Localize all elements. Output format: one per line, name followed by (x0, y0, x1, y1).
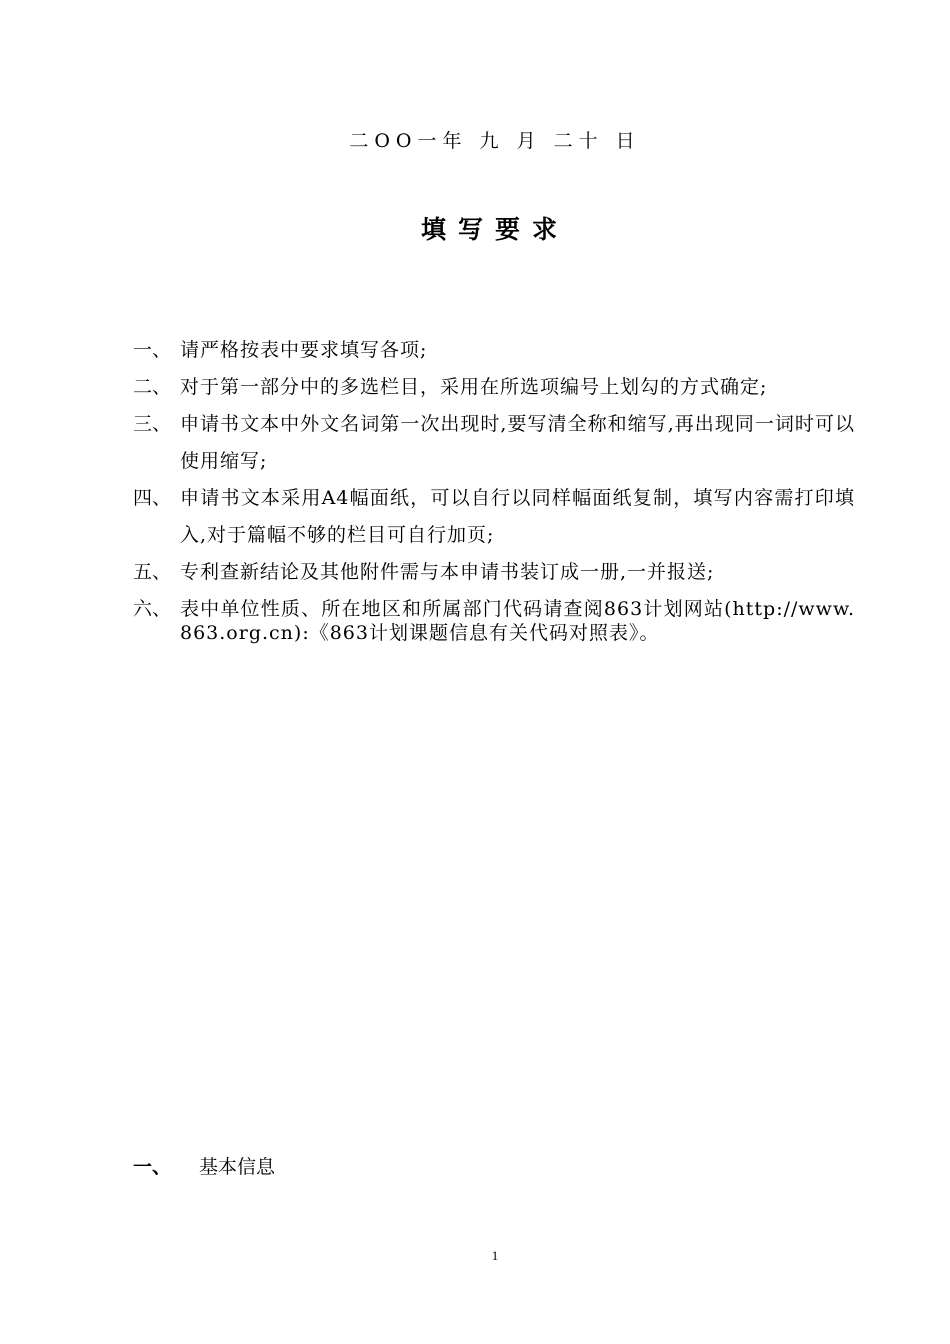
list-item-text: 对于第一部分中的多选栏目，采用在所选项编号上划勾的方式确定; (180, 376, 768, 398)
list-item-number: 二、 (133, 376, 172, 398)
list-item-text: 申请书文本采用A4幅面纸，可以自行以同样幅面纸复制，填写内容需打印填入,对于篇幅不够的栏目可自行加页; (180, 487, 855, 546)
list-item (133, 406, 855, 480)
page-title: 填写要求 (420, 215, 569, 244)
section-heading (133, 1152, 275, 1179)
section-label: 基本信息 (199, 1156, 276, 1178)
list-item-number: 六、 (133, 598, 172, 620)
list-item (133, 591, 855, 645)
list-item-number: 四、 (133, 487, 172, 509)
list-item-number: 三、 (133, 413, 172, 435)
list-item-text: 申请书文本中外文名词第一次出现时,要写清全称和缩写,再出现同一词时可以使用缩写; (180, 413, 855, 472)
list-item (133, 480, 855, 554)
list-item-text: 专利查新结论及其他附件需与本申请书装订成一册,一并报送; (180, 561, 715, 583)
list-item-number: 五、 (133, 561, 172, 583)
list-item-text: 请严格按表中要求填写各项; (180, 339, 428, 361)
list-item-number: 一、 (133, 339, 172, 361)
list-item-text: 表中单位性质、所在地区和所属部门代码请查阅863计划网站(http://www.863.org.cn):《863计划课题信息有关代码对照表》。 (180, 598, 855, 644)
document-date: 二OO一年 九 月 二十 日 (349, 130, 641, 152)
list-item (133, 554, 855, 591)
section-number: 一、 (133, 1156, 172, 1178)
list-item (133, 369, 855, 406)
page-number: 1 (491, 1248, 499, 1263)
list-item (133, 332, 855, 369)
requirements-list (133, 332, 855, 645)
